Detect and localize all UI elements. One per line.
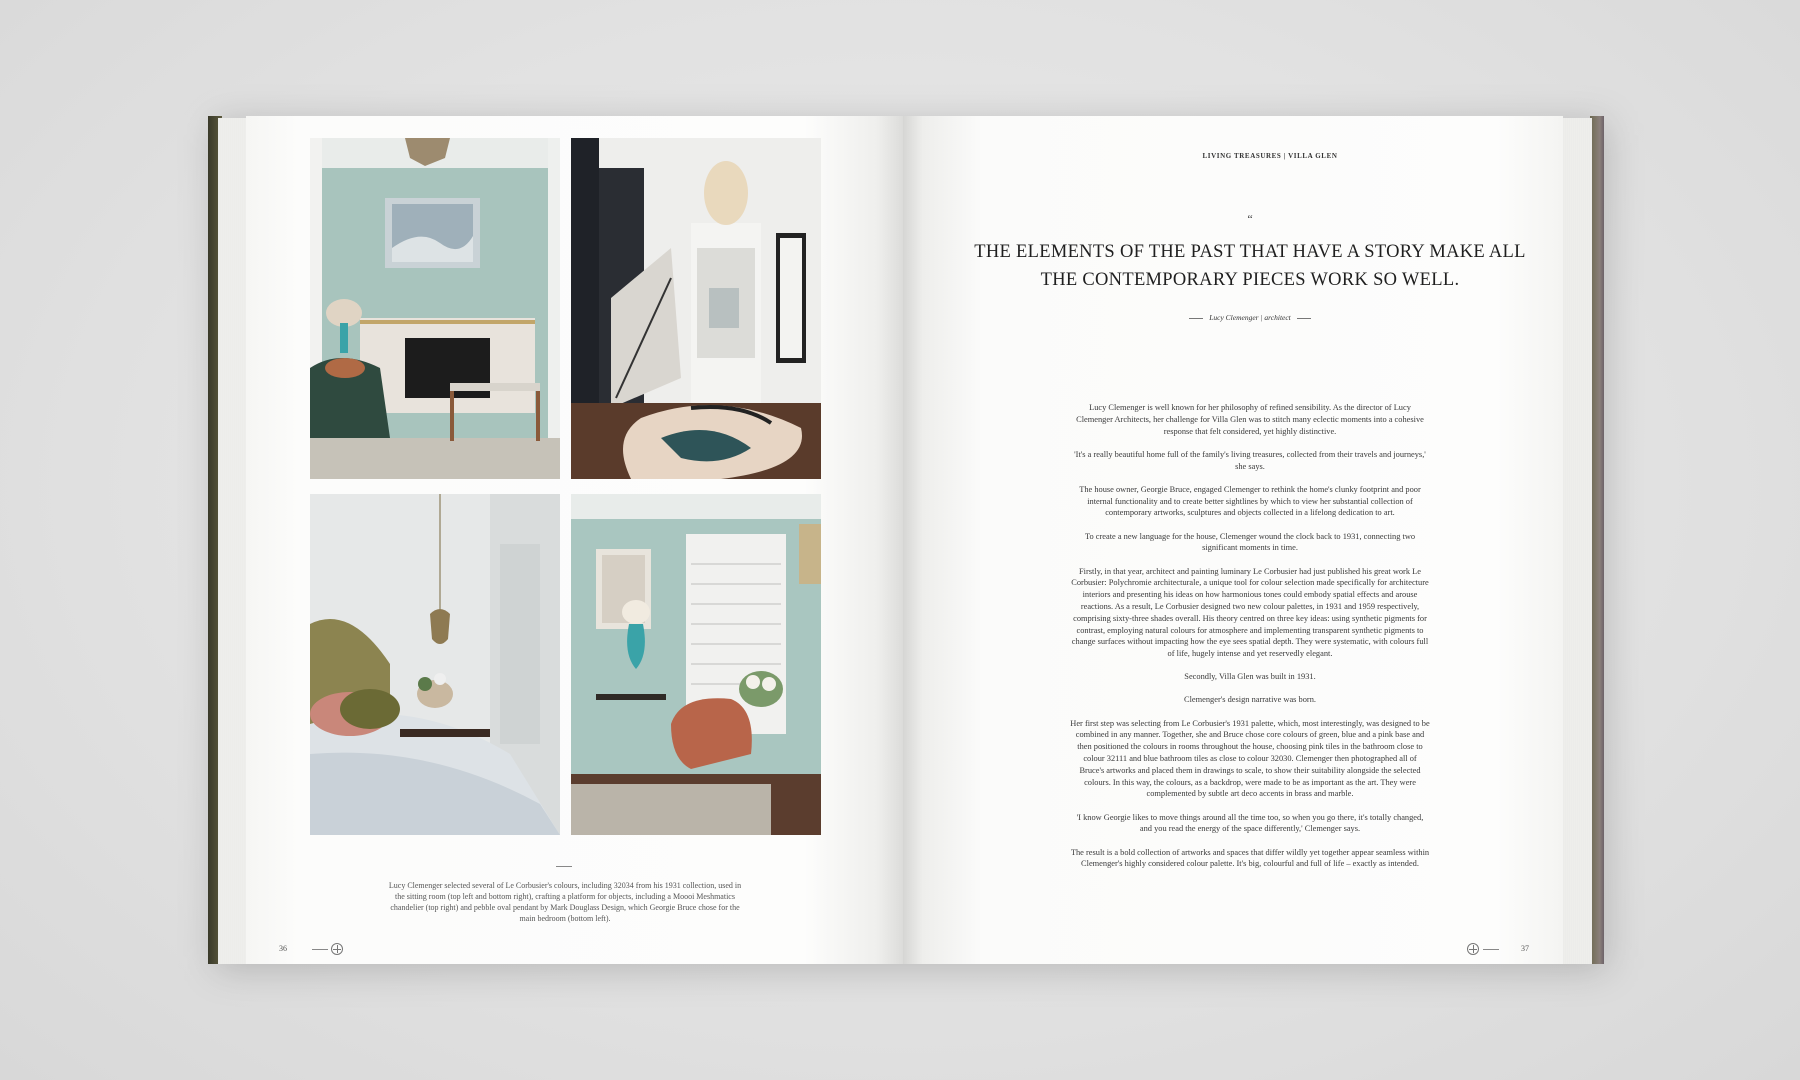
body-paragraph: Lucy Clemenger is well known for her philosophy of refined sensibility. As the director of Lucy Clemenger Architects, her challenge for Villa Glen was to stitch many eclectic moments into a cohesive response that felt considered, yet highly distinctive. bbox=[1076, 403, 1424, 436]
page-stack-right bbox=[1562, 118, 1592, 964]
photo-hallway bbox=[571, 138, 821, 479]
body-paragraph: Clemenger's design narrative was born. bbox=[1184, 695, 1316, 705]
page-number-right: 37 bbox=[1521, 944, 1529, 953]
body-paragraph: The result is a bold collection of artworks and spaces that differ wildly yet together appear seamless within Clemenger's highly considered colour palette. It's big, colourful and full of life – exactly as intended. bbox=[1070, 847, 1430, 869]
body-paragraph: Secondly, Villa Glen was built in 1931. bbox=[1184, 672, 1316, 682]
attribution-text: Lucy Clemenger | architect bbox=[1209, 313, 1291, 322]
article-body bbox=[1070, 402, 1430, 882]
pull-quote: THE ELEMENTS OF THE PAST THAT HAVE A STORY MAKE ALL THE CONTEMPORARY PIECES WORK SO WELL. bbox=[974, 242, 1526, 290]
book-cover-right-edge bbox=[1590, 116, 1604, 964]
body-paragraph: 'I know Georgie likes to move things around all the time too, so when you go there, it's totally changed, and you read the energy of the space differently,' Clemenger says. bbox=[1076, 812, 1424, 834]
page-stack-left bbox=[218, 118, 248, 964]
caption-rule bbox=[556, 866, 572, 867]
photo-caption: Lucy Clemenger selected several of Le Corbusier's colours, including 32034 from his 1931 collection, used in the sitting room (top left and bottom right), crafting a platform for objects, including a Moooi Meshmatics chandelier (top right) and pebble oval pendant by Mark Douglass Design, which Georgie Bruce chose for the main bedroom (bottom left). bbox=[388, 881, 742, 923]
photo-armchair-corner bbox=[571, 494, 821, 835]
page-number-left: 36 bbox=[279, 944, 287, 953]
attribution-rule bbox=[1189, 318, 1203, 319]
folio-rule-right bbox=[1483, 949, 1499, 950]
folio-rule-left bbox=[312, 949, 328, 950]
body-paragraph: Firstly, in that year, architect and painting luminary Le Corbusier had just published his great work Le Corbusier: Polychromie architecturale, a unique tool for colour selection made specifically for architecture interiors and presenting his ideas on how harmonious tones could embody spatial effects and arouse reactions. As a result, Le Corbusier designed two new colour palettes, in 1931 and 1959 respectively, comprising sixty-three shades overall. His theory centred on three key ideas: using synthetic pigments for contrast, employing natural colours for atmosphere and implementing transparent synthetic pigments to change surfaces without impacting how the eye sees spatial depth. They were systematic, with colours full of life, hugely intense and yet reservedly elegant. bbox=[1071, 566, 1429, 659]
compass-icon bbox=[331, 943, 343, 955]
compass-icon bbox=[1467, 943, 1479, 955]
body-paragraph: 'It's a really beautiful home full of the family's living treasures, collected from their travels and journeys,' she says. bbox=[1074, 449, 1426, 471]
body-paragraph: Her first step was selecting from Le Corbusier's 1931 palette, which, most interestingly, was designed to be combined in any manner. Together, she and Bruce chose core colours of green, blue and a pink base and then positioned the colours in rooms throughout the house, choosing pink tiles in the bathroom close to colour 32111 and blue bathroom tiles as close to colour 32030. Clemenger then photographed all of Bruce's artworks and placed them in drawings to scale, to show their suitability alongside the selected colours. In this way, the colours, as a backdrop, were made to be as important as the art. They were complemented by subtle art deco accents in brass and marble. bbox=[1070, 718, 1430, 799]
attribution-rule bbox=[1297, 318, 1311, 319]
photo-sitting-room bbox=[310, 138, 560, 479]
photo-bedroom bbox=[310, 494, 560, 835]
quote-attribution bbox=[1100, 313, 1400, 322]
body-paragraph: The house owner, Georgie Bruce, engaged Clemenger to rethink the home's clunky footprint and poor internal functionality and to create better sightlines by which to view her substantial collection of contemporary artworks, sculptures and objects collected in a lifelong dedication to art. bbox=[1079, 484, 1421, 518]
quote-mark: “ bbox=[1247, 212, 1253, 226]
running-head: LIVING TREASURES | VILLA GLEN bbox=[1202, 152, 1338, 160]
body-paragraph: To create a new language for the house, Clemenger wound the clock back to 1931, connecting two significant moments in time. bbox=[1084, 531, 1416, 553]
